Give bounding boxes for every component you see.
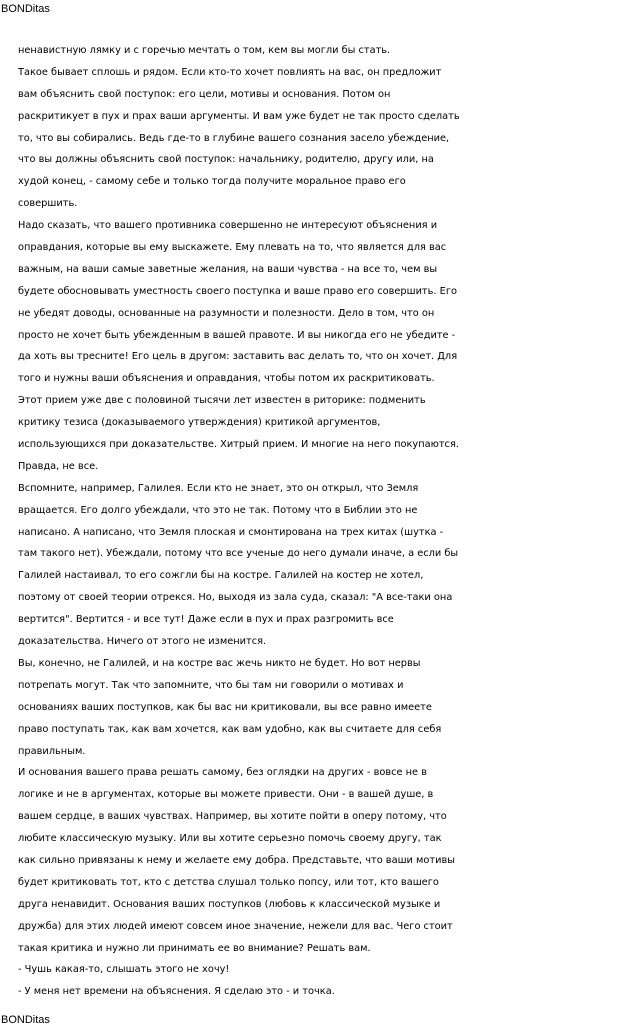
page-text (18, 40, 620, 1003)
text-line: важным, на ваши самые заветные желания, на ваши чувства - на все то, чем вы (18, 263, 438, 275)
text-line: логике и не в аргументах, которые вы можете привести. Они - в вашей душе, в (18, 789, 434, 801)
header-watermark: BONDitas (1, 3, 50, 15)
text-line: раскритикует в пух и прах ваши аргументы. И вам уже будет не так просто сделать (18, 110, 460, 122)
text-line: того и нужны ваши объяснения и оправдания, чтобы потом их раскритиковать. (18, 373, 435, 385)
footer-watermark: BONDitas (1, 1014, 50, 1026)
text-line: право поступать так, как вам хочется, как вам удобно, как вы считаете для себя (18, 723, 442, 735)
text-line: да хоть вы тресните! Его цель в другом: заставить вас делать то, что он хочет. Для (18, 351, 458, 363)
text-line: Этот прием уже две с половиной тысячи лет известен в риторике: подменить (18, 395, 426, 407)
text-line: дружба) для этих людей имеют совсем иное значение, нежели для вас. Чего стоит (18, 920, 453, 932)
text-line: критику тезиса (доказываемого утверждения) критикой аргументов, (18, 417, 381, 429)
text-line: просто не хочет быть убежденным в вашей правоте. И вы никогда его не убедите - (18, 329, 456, 341)
text-line: вам объяснить свой поступок: его цели, мотивы и основания. Потом он (18, 88, 391, 100)
text-line: совершить. (18, 198, 78, 210)
text-line: худой конец, - самому себе и только тогда получите моральное право его (18, 176, 406, 188)
text-line: Вы, конечно, не Галилей, и на костре вас жечь никто не будет. Но вот нервы (18, 657, 421, 669)
text-line: Галилей настаивал, то его сожгли бы на костре. Галилей на костер не хотел, (18, 570, 424, 582)
text-line: что вы должны объяснить свой поступок: начальнику, родителю, другу или, на (18, 154, 434, 166)
text-line: будете обосновывать уместность своего поступка и ваше право его совершить. Его (18, 285, 457, 297)
text-line: Правда, не все. (18, 460, 99, 472)
text-line: правильным. (18, 745, 86, 757)
text-line: друга ненавидит. Основания ваших поступков (любовь к классической музыке и (18, 898, 441, 910)
text-line: будет критиковать тот, кто с детства слушал только попсу, или тот, кто вашего (18, 876, 439, 888)
text-line: там такого нет). Убеждали, потому что все ученые до него думали иначе, а если бы (18, 548, 459, 560)
text-line: Такое бывает сплошь и рядом. Если кто-то хочет повлиять на вас, он предложит (18, 66, 442, 78)
text-line: вашем сердце, в ваших чувствах. Например, вы хотите пойти в оперу потому, что (18, 811, 447, 823)
text-line: - У меня нет времени на объяснения. Я сделаю это - и точка. (18, 986, 335, 998)
text-line: Вспомните, например, Галилея. Если кто не знает, это он открыл, что Земля (18, 482, 419, 494)
text-line: любите классическую музыку. Или вы хотите серьезно помочь своему другу, так (18, 833, 442, 845)
text-line: как сильно привязаны к нему и желаете ему добра. Представьте, что ваши мотивы (18, 854, 455, 866)
text-line: доказательства. Ничего от этого не изменится. (18, 636, 267, 648)
text-line: поэтому от своей теории отрекся. Но, выходя из зала суда, сказал: "А все-таки она (18, 592, 453, 604)
text-line: вращается. Его долго убеждали, что это не так. Потому что в Библии это не (18, 504, 418, 516)
text-line: не убедят доводы, основанные на разумности и полезности. Дело в том, что он (18, 307, 435, 319)
text-line: И основания вашего права решать самому, без оглядки на других - вовсе не в (18, 767, 427, 779)
text-line: основаниях ваших поступков, как бы вас ни критиковали, вы все равно имеете (18, 701, 432, 713)
text-line: Надо сказать, что вашего противника совершенно не интересуют объяснения и (18, 220, 438, 232)
text-line: использующихся при доказательстве. Хитрый прием. И многие на него покупаются. (18, 439, 459, 451)
text-line: ненавистную лямку и с горечью мечтать о том, кем вы могли бы стать. (18, 45, 391, 56)
text-line: такая критика и нужно ли принимать ее во внимание? Решать вам. (18, 942, 371, 954)
text-line: оправдания, которые вы ему выскажете. Ему плевать на то, что является для вас (18, 242, 447, 254)
text-line: то, что вы собирались. Ведь где-то в глубине вашего сознания засело убеждение, (18, 132, 450, 144)
text-line: вертится". Вертится - и все тут! Даже если в пух и прах разгромить все (18, 614, 394, 626)
text-line: - Чушь какая-то, слышать этого не хочу! (18, 964, 230, 976)
text-line: потрепать могут. Так что запомните, что бы там ни говорили о мотивах и (18, 679, 404, 691)
text-line: написано. А написано, что Земля плоская и смонтирована на трех китах (шутка - (18, 526, 444, 538)
